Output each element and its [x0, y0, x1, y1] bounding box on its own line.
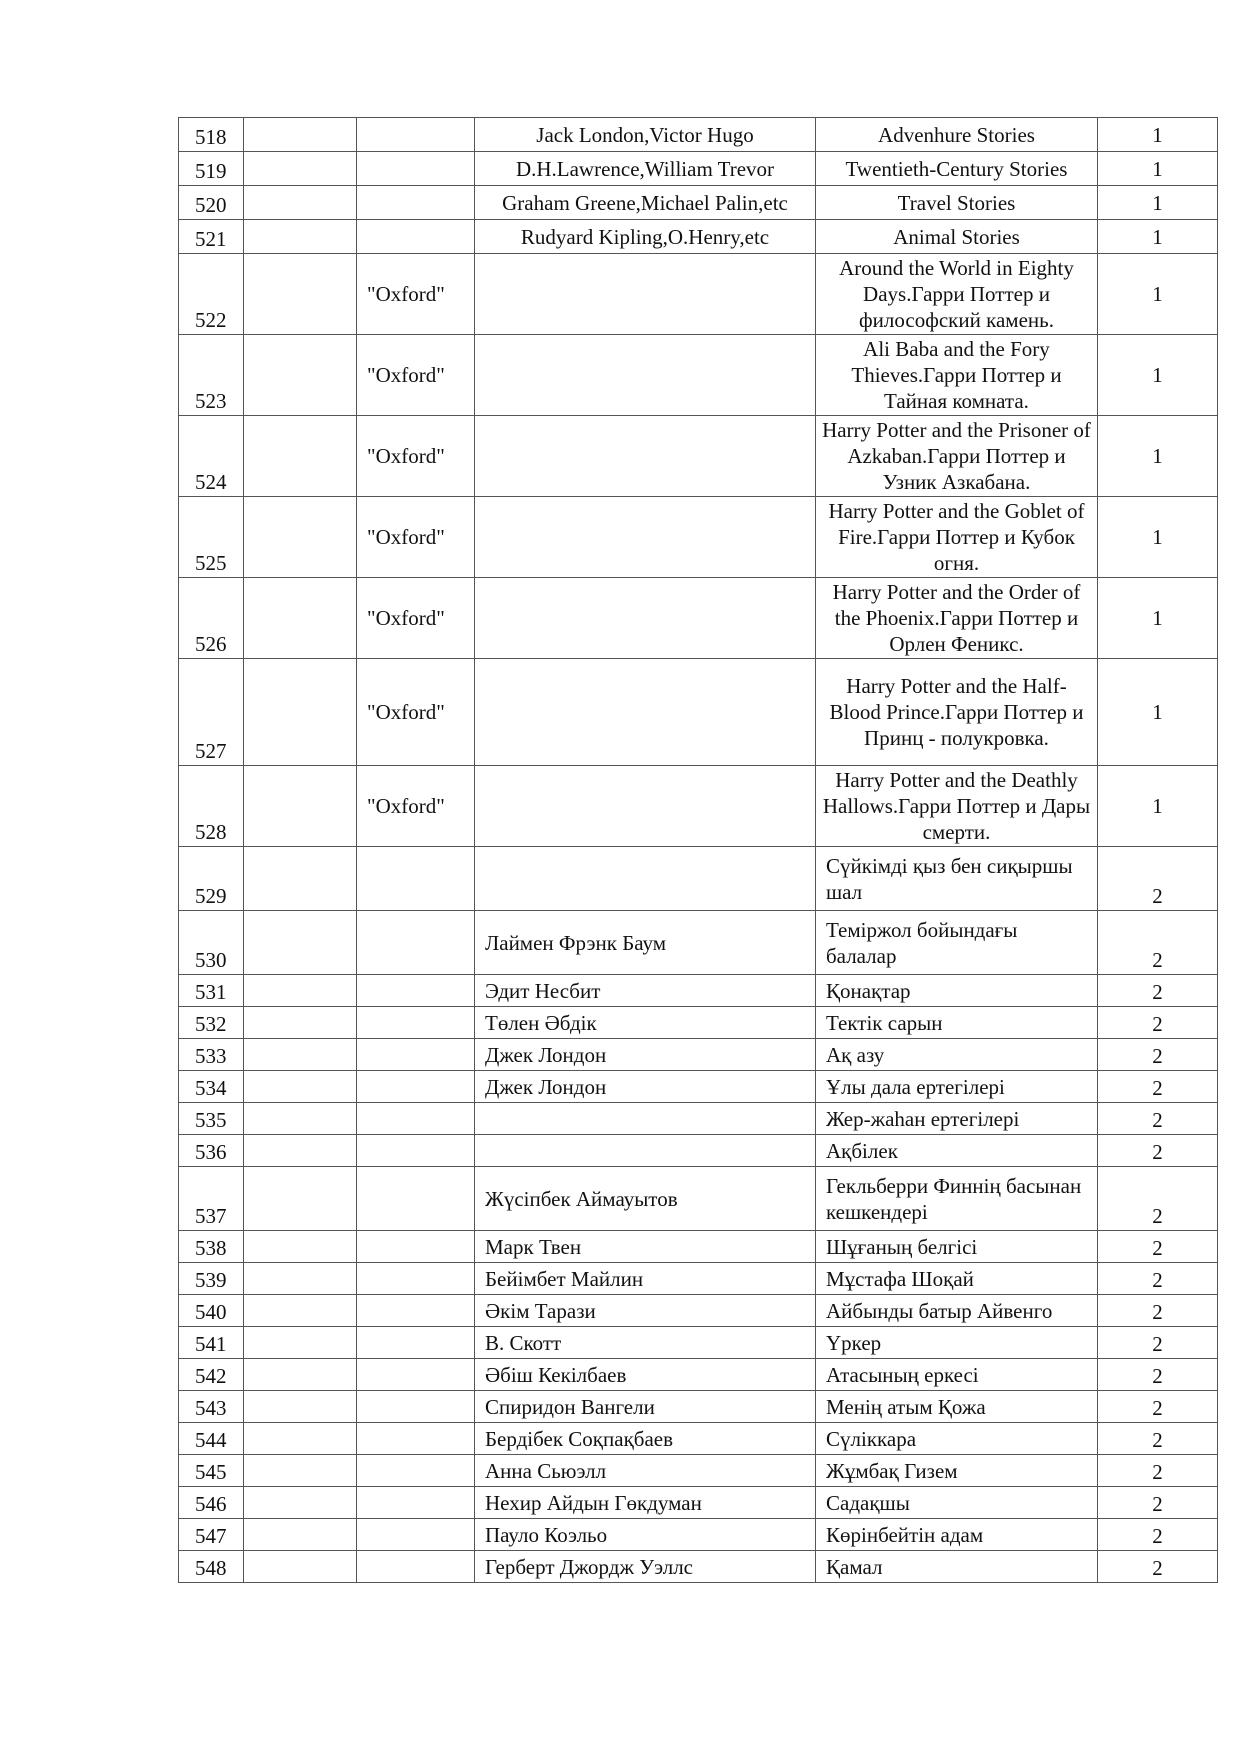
publisher-cell	[357, 152, 475, 186]
row-number: 528	[179, 766, 244, 847]
title-cell: Around the World in Eighty Days.Гарри Поттер и философский камень.	[816, 254, 1098, 335]
title-cell: Үркер	[816, 1327, 1098, 1359]
row-number: 519	[179, 152, 244, 186]
title-cell: Көрінбейтін адам	[816, 1519, 1098, 1551]
row-number: 523	[179, 335, 244, 416]
count-cell: 2	[1098, 1135, 1218, 1167]
author-cell: Спиридон Вангели	[475, 1391, 816, 1423]
author-cell: Бейімбет Майлин	[475, 1263, 816, 1295]
count-cell: 1	[1098, 578, 1218, 659]
author-cell: Анна Сьюэлл	[475, 1455, 816, 1487]
author-cell: Төлен Әбдік	[475, 1007, 816, 1039]
table-row	[179, 1391, 1218, 1423]
row-number: 543	[179, 1391, 244, 1423]
empty-cell	[244, 1391, 357, 1423]
title-cell: Ұлы дала ертегілері	[816, 1071, 1098, 1103]
publisher-cell	[357, 1039, 475, 1071]
publisher-cell	[357, 975, 475, 1007]
table-row	[179, 766, 1218, 847]
empty-cell	[244, 1135, 357, 1167]
count-cell: 2	[1098, 975, 1218, 1007]
table-row	[179, 1263, 1218, 1295]
publisher-cell	[357, 1263, 475, 1295]
count-cell: 1	[1098, 220, 1218, 254]
count-cell: 1	[1098, 497, 1218, 578]
row-number: 529	[179, 847, 244, 911]
title-cell: Садақшы	[816, 1487, 1098, 1519]
empty-cell	[244, 186, 357, 220]
empty-cell	[244, 1295, 357, 1327]
publisher-cell	[357, 847, 475, 911]
count-cell: 1	[1098, 659, 1218, 766]
count-cell: 2	[1098, 1359, 1218, 1391]
row-number: 546	[179, 1487, 244, 1519]
row-number: 530	[179, 911, 244, 975]
author-cell	[475, 416, 816, 497]
author-cell	[475, 766, 816, 847]
publisher-cell	[357, 1327, 475, 1359]
title-cell: Мұстафа Шоқай	[816, 1263, 1098, 1295]
author-cell	[475, 1103, 816, 1135]
row-number: 545	[179, 1455, 244, 1487]
title-cell: Қонақтар	[816, 975, 1098, 1007]
empty-cell	[244, 152, 357, 186]
count-cell: 2	[1098, 1071, 1218, 1103]
empty-cell	[244, 847, 357, 911]
publisher-cell	[357, 1455, 475, 1487]
row-number: 520	[179, 186, 244, 220]
table-row	[179, 1487, 1218, 1519]
title-cell: Ақбілек	[816, 1135, 1098, 1167]
table-row	[179, 220, 1218, 254]
empty-cell	[244, 1519, 357, 1551]
publisher-cell: "Oxford"	[357, 416, 475, 497]
count-cell: 1	[1098, 416, 1218, 497]
row-number: 532	[179, 1007, 244, 1039]
table-row	[179, 416, 1218, 497]
count-cell: 1	[1098, 152, 1218, 186]
publisher-cell	[357, 186, 475, 220]
row-number: 531	[179, 975, 244, 1007]
count-cell: 2	[1098, 1007, 1218, 1039]
publisher-cell	[357, 1519, 475, 1551]
publisher-cell	[357, 1359, 475, 1391]
publisher-cell	[357, 118, 475, 152]
empty-cell	[244, 1487, 357, 1519]
table-row	[179, 847, 1218, 911]
table-row	[179, 578, 1218, 659]
row-number: 540	[179, 1295, 244, 1327]
row-number: 542	[179, 1359, 244, 1391]
table-row	[179, 186, 1218, 220]
publisher-cell	[357, 220, 475, 254]
row-number: 518	[179, 118, 244, 152]
table-row	[179, 911, 1218, 975]
publisher-cell: "Oxford"	[357, 497, 475, 578]
row-number: 536	[179, 1135, 244, 1167]
title-cell: Ali Baba and the Fory Thieves.Гарри Поттер и Тайная комната.	[816, 335, 1098, 416]
count-cell: 2	[1098, 1519, 1218, 1551]
title-cell: Жер-жаһан ертегілері	[816, 1103, 1098, 1135]
empty-cell	[244, 1071, 357, 1103]
publisher-cell: "Oxford"	[357, 659, 475, 766]
count-cell: 1	[1098, 254, 1218, 335]
author-cell: Пауло Коэльо	[475, 1519, 816, 1551]
row-number: 537	[179, 1167, 244, 1231]
author-cell	[475, 335, 816, 416]
title-cell: Айбынды батыр Айвенго	[816, 1295, 1098, 1327]
row-number: 527	[179, 659, 244, 766]
table-row	[179, 659, 1218, 766]
empty-cell	[244, 1423, 357, 1455]
publisher-cell	[357, 1135, 475, 1167]
empty-cell	[244, 1231, 357, 1263]
row-number: 534	[179, 1071, 244, 1103]
title-cell: Harry Potter and the Goblet of Fire.Гарри Поттер и Кубок огня.	[816, 497, 1098, 578]
author-cell: Джек Лондон	[475, 1071, 816, 1103]
publisher-cell	[357, 1391, 475, 1423]
author-cell	[475, 497, 816, 578]
row-number: 524	[179, 416, 244, 497]
empty-cell	[244, 416, 357, 497]
title-cell: Атасының еркесі	[816, 1359, 1098, 1391]
table-row	[179, 1423, 1218, 1455]
row-number: 526	[179, 578, 244, 659]
table-row	[179, 118, 1218, 152]
publisher-cell: "Oxford"	[357, 335, 475, 416]
row-number: 539	[179, 1263, 244, 1295]
title-cell: Harry Potter and the Prisoner of Azkaban.Гарри Поттер и Узник Азкабана.	[816, 416, 1098, 497]
empty-cell	[244, 1263, 357, 1295]
empty-cell	[244, 1007, 357, 1039]
author-cell: D.H.Lawrence,William Trevor	[475, 152, 816, 186]
empty-cell	[244, 578, 357, 659]
author-cell	[475, 254, 816, 335]
title-cell: Ақ азу	[816, 1039, 1098, 1071]
publisher-cell: "Oxford"	[357, 766, 475, 847]
empty-cell	[244, 1455, 357, 1487]
title-cell: Twentieth-Century Stories	[816, 152, 1098, 186]
author-cell	[475, 1135, 816, 1167]
empty-cell	[244, 335, 357, 416]
author-cell: Graham Greene,Michael Palin,etc	[475, 186, 816, 220]
empty-cell	[244, 911, 357, 975]
row-number: 541	[179, 1327, 244, 1359]
count-cell: 1	[1098, 186, 1218, 220]
publisher-cell: "Oxford"	[357, 254, 475, 335]
empty-cell	[244, 1039, 357, 1071]
row-number: 544	[179, 1423, 244, 1455]
count-cell: 2	[1098, 1103, 1218, 1135]
empty-cell	[244, 659, 357, 766]
title-cell: Сүліккара	[816, 1423, 1098, 1455]
empty-cell	[244, 1167, 357, 1231]
empty-cell	[244, 1359, 357, 1391]
author-cell: Джек Лондон	[475, 1039, 816, 1071]
table-row	[179, 975, 1218, 1007]
publisher-cell	[357, 1551, 475, 1583]
table-row	[179, 1039, 1218, 1071]
row-number: 538	[179, 1231, 244, 1263]
table-body	[179, 118, 1218, 1583]
count-cell: 2	[1098, 1167, 1218, 1231]
table-row	[179, 497, 1218, 578]
count-cell: 2	[1098, 1263, 1218, 1295]
title-cell: Travel Stories	[816, 186, 1098, 220]
count-cell: 1	[1098, 118, 1218, 152]
count-cell: 2	[1098, 1551, 1218, 1583]
author-cell: В. Скотт	[475, 1327, 816, 1359]
title-cell: Harry Potter and the Deathly Hallows.Гарри Поттер и Дары смерти.	[816, 766, 1098, 847]
author-cell: Марк Твен	[475, 1231, 816, 1263]
title-cell: Сүйкімді қыз бен сиқыршы шал	[816, 847, 1098, 911]
empty-cell	[244, 118, 357, 152]
table-row	[179, 1455, 1218, 1487]
publisher-cell	[357, 1487, 475, 1519]
row-number: 547	[179, 1519, 244, 1551]
table-row	[179, 1359, 1218, 1391]
publisher-cell	[357, 1295, 475, 1327]
table-row	[179, 1519, 1218, 1551]
document-page	[178, 117, 1218, 1583]
publisher-cell	[357, 1071, 475, 1103]
table-row	[179, 1551, 1218, 1583]
author-cell	[475, 659, 816, 766]
title-cell: Тектік сарын	[816, 1007, 1098, 1039]
count-cell: 1	[1098, 766, 1218, 847]
table-row	[179, 1135, 1218, 1167]
row-number: 535	[179, 1103, 244, 1135]
count-cell: 2	[1098, 911, 1218, 975]
title-cell: Менің атым Қожа	[816, 1391, 1098, 1423]
empty-cell	[244, 1551, 357, 1583]
row-number: 525	[179, 497, 244, 578]
author-cell: Бердібек Соқпақбаев	[475, 1423, 816, 1455]
publisher-cell	[357, 1231, 475, 1263]
title-cell: Қамал	[816, 1551, 1098, 1583]
author-cell	[475, 578, 816, 659]
empty-cell	[244, 1103, 357, 1135]
count-cell: 2	[1098, 1295, 1218, 1327]
publisher-cell	[357, 911, 475, 975]
author-cell: Герберт Джордж Уэллс	[475, 1551, 816, 1583]
publisher-cell	[357, 1103, 475, 1135]
title-cell: Теміржол бойындағы балалар	[816, 911, 1098, 975]
author-cell: Жүсіпбек Аймауытов	[475, 1167, 816, 1231]
table-row	[179, 254, 1218, 335]
publisher-cell	[357, 1167, 475, 1231]
count-cell: 2	[1098, 1327, 1218, 1359]
title-cell: Гекльберри Финнің басынан кешкендері	[816, 1167, 1098, 1231]
publisher-cell	[357, 1423, 475, 1455]
empty-cell	[244, 766, 357, 847]
title-cell: Advenhure Stories	[816, 118, 1098, 152]
count-cell: 2	[1098, 1487, 1218, 1519]
empty-cell	[244, 497, 357, 578]
author-cell: Эдит Несбит	[475, 975, 816, 1007]
count-cell: 2	[1098, 1391, 1218, 1423]
author-cell	[475, 847, 816, 911]
count-cell: 1	[1098, 335, 1218, 416]
title-cell: Animal Stories	[816, 220, 1098, 254]
empty-cell	[244, 975, 357, 1007]
count-cell: 2	[1098, 1231, 1218, 1263]
empty-cell	[244, 220, 357, 254]
author-cell: Әкім Тарази	[475, 1295, 816, 1327]
author-cell: Әбіш Кекілбаев	[475, 1359, 816, 1391]
table-row	[179, 152, 1218, 186]
row-number: 522	[179, 254, 244, 335]
author-cell: Jack London,Victor Hugo	[475, 118, 816, 152]
empty-cell	[244, 1327, 357, 1359]
title-cell: Harry Potter and the Half-Blood Prince.Гарри Поттер и Принц - полукровка.	[816, 659, 1098, 766]
table-row	[179, 1295, 1218, 1327]
title-cell: Жұмбақ Гизем	[816, 1455, 1098, 1487]
publisher-cell: "Oxford"	[357, 578, 475, 659]
table-row	[179, 1167, 1218, 1231]
author-cell: Лаймен Фрэнк Баум	[475, 911, 816, 975]
table-row	[179, 1327, 1218, 1359]
empty-cell	[244, 254, 357, 335]
publisher-cell	[357, 1007, 475, 1039]
table-row	[179, 1007, 1218, 1039]
row-number: 548	[179, 1551, 244, 1583]
row-number: 533	[179, 1039, 244, 1071]
table-row	[179, 1071, 1218, 1103]
author-cell: Нехир Айдын Гөкдуман	[475, 1487, 816, 1519]
count-cell: 2	[1098, 1039, 1218, 1071]
table-row	[179, 1103, 1218, 1135]
row-number: 521	[179, 220, 244, 254]
count-cell: 2	[1098, 1455, 1218, 1487]
title-cell: Шұғаның белгісі	[816, 1231, 1098, 1263]
book-inventory-table	[178, 117, 1218, 1583]
table-row	[179, 335, 1218, 416]
table-row	[179, 1231, 1218, 1263]
title-cell: Harry Potter and the Order of the Phoenix.Гарри Поттер и Орлен Феникс.	[816, 578, 1098, 659]
author-cell: Rudyard Kipling,O.Henry,etc	[475, 220, 816, 254]
count-cell: 2	[1098, 1423, 1218, 1455]
count-cell: 2	[1098, 847, 1218, 911]
